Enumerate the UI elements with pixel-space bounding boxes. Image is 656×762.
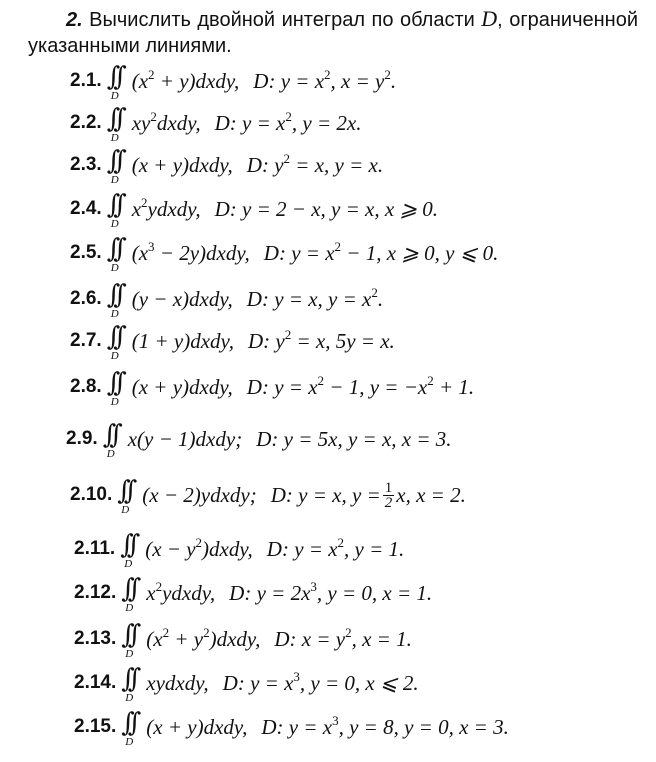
integrand: x(y − 1)dxdy;: [127, 427, 243, 452]
problem-number: 2.7.: [70, 330, 102, 352]
integral-symbol: ∫∫: [121, 708, 135, 739]
integrand: (x + y)dxdy,: [131, 153, 233, 178]
double-integral-sign: [106, 368, 130, 409]
integral-region-subscript: D: [110, 132, 119, 145]
integral-region-subscript: D: [124, 558, 133, 571]
problem-number: 2.14.: [74, 672, 117, 694]
region-variable: D: [481, 6, 498, 31]
integral-region-subscript: D: [106, 448, 115, 461]
integrand: (x + y)dxdy,: [146, 715, 248, 740]
region-definition: D: $y = x^2 - 1$, $y = -x^2 + 1$.: [246, 373, 475, 400]
integral-region-subscript: D: [110, 174, 119, 187]
double-integral-sign: [120, 620, 144, 661]
fraction: [383, 481, 395, 510]
double-integral-sign: [106, 234, 130, 275]
integral-symbol: ∫∫: [120, 530, 134, 561]
task-statement: [28, 6, 638, 59]
double-integral-sign: [106, 62, 130, 103]
region-definition-end: x, x = 2.: [396, 483, 466, 508]
problem-number: 2.2.: [70, 112, 102, 134]
integrand: (y − x)dxdy,: [131, 287, 233, 312]
region-definition: D: $y = x^3$, y = 0, x ⩽ 2.: [222, 669, 419, 696]
region-definition: D: y = 5x, y = x, x = 3.: [256, 427, 452, 452]
problem-item: [70, 476, 466, 517]
integral-symbol: ∫∫: [106, 104, 120, 135]
problem-item: [70, 280, 384, 321]
region-definition: D: $y = x^2$, y = 2x.: [214, 109, 362, 136]
problem-item: [70, 146, 384, 187]
integral-region-subscript: D: [125, 736, 134, 749]
integrand: (x + y)dxdy,: [131, 375, 233, 400]
integral-region-subscript: D: [110, 350, 119, 363]
task-text-end: , ограниченной указанными линиями.: [28, 9, 639, 57]
integral-symbol: ∫∫: [121, 574, 135, 605]
problem-item: [74, 708, 509, 749]
integrand: ($x^2$ + $y^2)dxdy$,: [146, 625, 261, 652]
problem-item: [70, 322, 395, 363]
integral-symbol: ∫∫: [106, 62, 120, 93]
integral-region-subscript: D: [125, 648, 134, 661]
integral-symbol: ∫∫: [121, 620, 135, 651]
integrand: $xy^2dxdy$,: [131, 109, 201, 136]
problem-number: 2.1.: [70, 70, 102, 92]
double-integral-sign: [120, 664, 144, 705]
integrand: $x^2ydxdy$,: [146, 579, 216, 606]
integral-symbol: ∫∫: [106, 322, 120, 353]
problem-number: 2.13.: [74, 628, 117, 650]
double-integral-sign: [106, 280, 130, 321]
double-integral-sign: [120, 574, 144, 615]
integral-region-subscript: D: [110, 262, 119, 275]
integrand: ($x^2$ + y)dxdy,: [131, 67, 240, 94]
integral-symbol: ∫∫: [106, 146, 120, 177]
problem-item: [74, 574, 433, 615]
region-definition: D: y = 2 − x, y = x, x ⩾ 0.: [214, 197, 439, 222]
integral-symbol: ∫∫: [106, 234, 120, 265]
region-definition: D: $y^2 = x$, 5y = x.: [247, 327, 395, 354]
double-integral-sign: [116, 476, 140, 517]
fraction-denominator: 2: [384, 494, 393, 511]
double-integral-sign: [102, 420, 126, 461]
double-integral-sign: [120, 708, 144, 749]
region-definition: D: $y = x^2 - 1$, x ⩾ 0, y ⩽ 0.: [263, 239, 499, 266]
problem-number: 2.5.: [70, 242, 102, 264]
integral-region-subscript: D: [110, 396, 119, 409]
integral-region-subscript: D: [125, 602, 134, 615]
problem-number: 2.12.: [74, 582, 117, 604]
integral-symbol: ∫∫: [102, 420, 116, 451]
problem-number: 2.10.: [70, 484, 113, 506]
problem-item: [74, 664, 419, 705]
problem-number: 2.3.: [70, 154, 102, 176]
region-definition: D: $y = x^3$, y = 8, y = 0, x = 3.: [261, 713, 509, 740]
problem-number: 2.4.: [70, 198, 102, 220]
integral-region-subscript: D: [110, 90, 119, 103]
problem-number: 2.6.: [70, 288, 102, 310]
region-definition: D: $x = y^2$, x = 1.: [274, 625, 412, 652]
region-definition: D: y = x, y =: [270, 483, 381, 508]
integrand: ($x^3$ − 2y)dxdy,: [131, 239, 250, 266]
integral-symbol: ∫∫: [117, 476, 131, 507]
integrand: (1 + y)dxdy,: [131, 329, 234, 354]
double-integral-sign: [106, 146, 130, 187]
problem-item: [74, 530, 405, 571]
integral-symbol: ∫∫: [106, 280, 120, 311]
task-text: Вычислить двойной интеграл по области: [89, 9, 475, 31]
integral-symbol: ∫∫: [106, 368, 120, 399]
region-definition: D: $y = 2x^3$, y = 0, x = 1.: [229, 579, 433, 606]
double-integral-sign: [106, 190, 130, 231]
integrand: $x^2ydxdy$,: [131, 195, 201, 222]
integral-region-subscript: D: [110, 308, 119, 321]
problem-item: [70, 234, 499, 275]
problem-number: 2.11.: [74, 538, 116, 560]
double-integral-sign: [119, 530, 143, 571]
double-integral-sign: [106, 104, 130, 145]
task-number: 2.: [66, 9, 83, 31]
problem-item: [70, 104, 362, 145]
problem-number: 2.8.: [70, 376, 102, 398]
region-definition: D: $y = x^2$, y = 1.: [266, 535, 405, 562]
problem-item: [66, 420, 452, 461]
problem-item: [74, 620, 412, 661]
region-definition: D: $y = x^2$, $x = y^2$.: [253, 67, 397, 94]
region-definition: D: $y^2 = x$, y = x.: [246, 151, 384, 178]
integral-symbol: ∫∫: [121, 664, 135, 695]
integral-region-subscript: D: [125, 692, 134, 705]
problem-item: [70, 190, 439, 231]
double-integral-sign: [106, 322, 130, 363]
integral-region-subscript: D: [110, 218, 119, 231]
problem-number: 2.15.: [74, 716, 117, 738]
integrand: $(x - y^2)dxdy$,: [145, 535, 253, 562]
problem-item: [70, 62, 397, 103]
problem-item: [70, 368, 475, 409]
integrand: (x − 2)ydxdy;: [142, 483, 257, 508]
region-definition: D: y = x, $y = x^2$.: [246, 285, 384, 312]
integrand: xydxdy,: [146, 671, 209, 696]
integral-symbol: ∫∫: [106, 190, 120, 221]
fraction-numerator: 1: [384, 479, 393, 496]
problem-number: 2.9.: [66, 428, 98, 450]
integral-region-subscript: D: [121, 504, 130, 517]
